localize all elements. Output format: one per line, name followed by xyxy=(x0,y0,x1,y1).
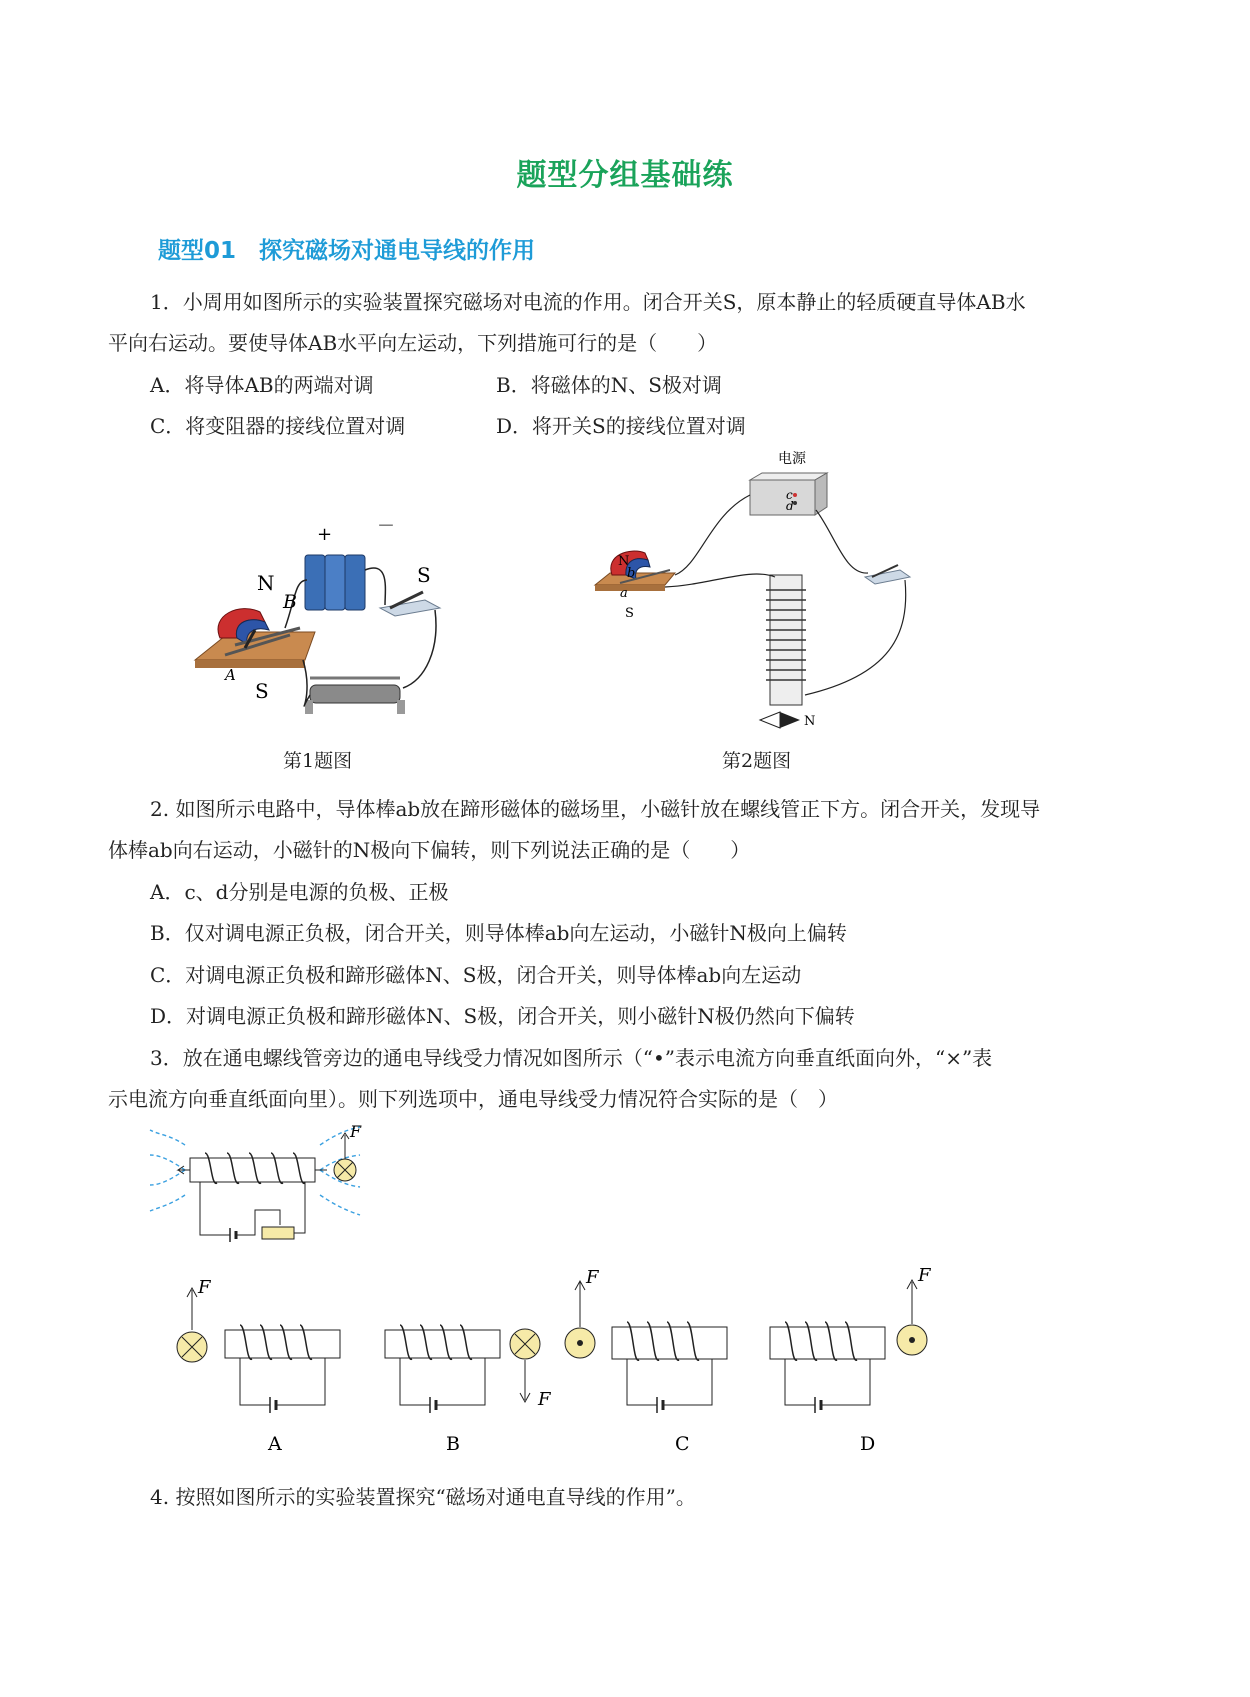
figure-1 xyxy=(185,516,495,740)
wire-3 xyxy=(403,610,436,688)
q3-options-figure xyxy=(170,1255,1010,1455)
label-b2: b xyxy=(627,566,636,581)
q3-reference-figure xyxy=(150,1115,410,1255)
section-label: 题型01 xyxy=(158,238,237,264)
ref-rheostat xyxy=(262,1227,294,1239)
terminal-c xyxy=(793,493,797,497)
option-c-diagram xyxy=(565,1267,727,1413)
label-s2: S xyxy=(625,606,634,621)
option-c-label: C xyxy=(675,1433,690,1455)
ref-wire-right xyxy=(294,1182,305,1233)
wire2-3 xyxy=(805,580,906,695)
q3-line2: 示电流方向垂直纸面向里）。则下列选项中，通电导线受力情况符合实际的是（ ） xyxy=(108,1087,838,1111)
q1-option-d: D．将开关S的接线位置对调 xyxy=(496,414,746,438)
label-d: d xyxy=(786,499,794,513)
q2-option-d: D．对调电源正负极和蹄形磁体N、S极，闭合开关，则小磁针N极仍然向下偏转 xyxy=(150,1004,855,1028)
wire-2 xyxy=(365,568,385,605)
option-a-diagram xyxy=(177,1277,340,1413)
section-heading xyxy=(158,232,535,265)
page-title: 题型分组基础练 xyxy=(516,158,734,193)
power-supply xyxy=(750,480,815,515)
rheostat-leg-right xyxy=(397,700,405,714)
label-n: N xyxy=(257,571,275,595)
power-supply-top xyxy=(750,473,827,480)
power-supply-side xyxy=(815,473,827,515)
q2-line2: 体棒ab向右运动，小磁针的N极向下偏转，则下列说法正确的是（ ） xyxy=(108,838,751,862)
figure-1-caption: 第1题图 xyxy=(283,750,353,772)
option-b-label: B xyxy=(446,1433,460,1455)
figure-2-caption: 第2题图 xyxy=(722,750,792,772)
label-n2: N xyxy=(618,554,630,569)
svg-text:F: F xyxy=(538,1389,551,1410)
q1-line2: 平向右运动。要使导体AB水平向左运动，下列措施可行的是（ ） xyxy=(108,331,718,355)
label-s-magnet: S xyxy=(255,679,269,703)
battery-2 xyxy=(325,555,345,610)
option-a-label: A xyxy=(268,1433,282,1455)
q2-option-c: C．对调电源正负极和蹄形磁体N、S极，闭合开关，则导体棒ab向左运动 xyxy=(150,963,802,987)
label-power: 电源 xyxy=(778,451,806,467)
switch-base xyxy=(380,600,440,616)
wire2-4 xyxy=(665,574,775,587)
rheostat xyxy=(310,685,400,703)
option-d-label: D xyxy=(860,1433,876,1455)
label-a2: a xyxy=(620,586,628,601)
battery-1 xyxy=(305,555,325,610)
q1-line1: 1．小周用如图所示的实验装置探究磁场对电流的作用。闭合开关S，原本静止的轻质硬直导体AB水 xyxy=(150,290,1026,314)
svg-text:F: F xyxy=(586,1267,599,1288)
switch2-base xyxy=(865,570,910,584)
label-c: c xyxy=(786,488,793,502)
label-b: B xyxy=(283,591,297,613)
wire2-1 xyxy=(675,495,750,575)
label-needle-n: N xyxy=(804,714,816,729)
wood-base-2-side xyxy=(595,585,665,591)
arrow-left xyxy=(178,1166,190,1174)
q3-line1: 3．放在通电螺线管旁边的通电导线受力情况如图所示（“•”表示电流方向垂直纸面向外，“×”表 xyxy=(150,1046,993,1070)
needle-s-half xyxy=(760,712,780,728)
label-s-switch: S xyxy=(417,563,431,587)
label-minus: － xyxy=(377,516,395,537)
force-label-ref: F xyxy=(350,1122,362,1141)
svg-text:F: F xyxy=(918,1265,931,1286)
q2-line1: 2. 如图所示电路中，导体棒ab放在蹄形磁体的磁场里，小磁针放在螺线管正下方。闭合开关，发现导 xyxy=(150,797,1041,821)
section-name: 探究磁场对通电导线的作用 xyxy=(259,238,536,264)
option-b-diagram xyxy=(385,1325,552,1413)
figure-2 xyxy=(590,451,930,740)
wood-base-side xyxy=(195,660,305,668)
q2-option-a: A．c、d分别是电源的负极、正极 xyxy=(150,880,449,904)
option-d-diagram xyxy=(770,1265,932,1413)
q2-option-b: B．仅对调电源正负极，闭合开关，则导体棒ab向左运动，小磁针N极向上偏转 xyxy=(150,921,847,945)
q1-option-b: B．将磁体的N、S极对调 xyxy=(496,373,722,397)
q1-option-a: A．将导体AB的两端对调 xyxy=(150,373,374,397)
ref-wire-left xyxy=(200,1182,230,1235)
q1-option-c: C．将变阻器的接线位置对调 xyxy=(150,414,406,438)
wire2-2 xyxy=(816,510,868,573)
q4-line1: 4. 按照如图所示的实验装置探究“磁场对通电直导线的作用”。 xyxy=(150,1485,696,1509)
svg-text:F: F xyxy=(198,1277,211,1298)
label-a: A xyxy=(225,666,236,684)
label-plus: + xyxy=(317,524,333,545)
battery-3 xyxy=(345,555,365,610)
needle-n-half xyxy=(780,712,800,728)
